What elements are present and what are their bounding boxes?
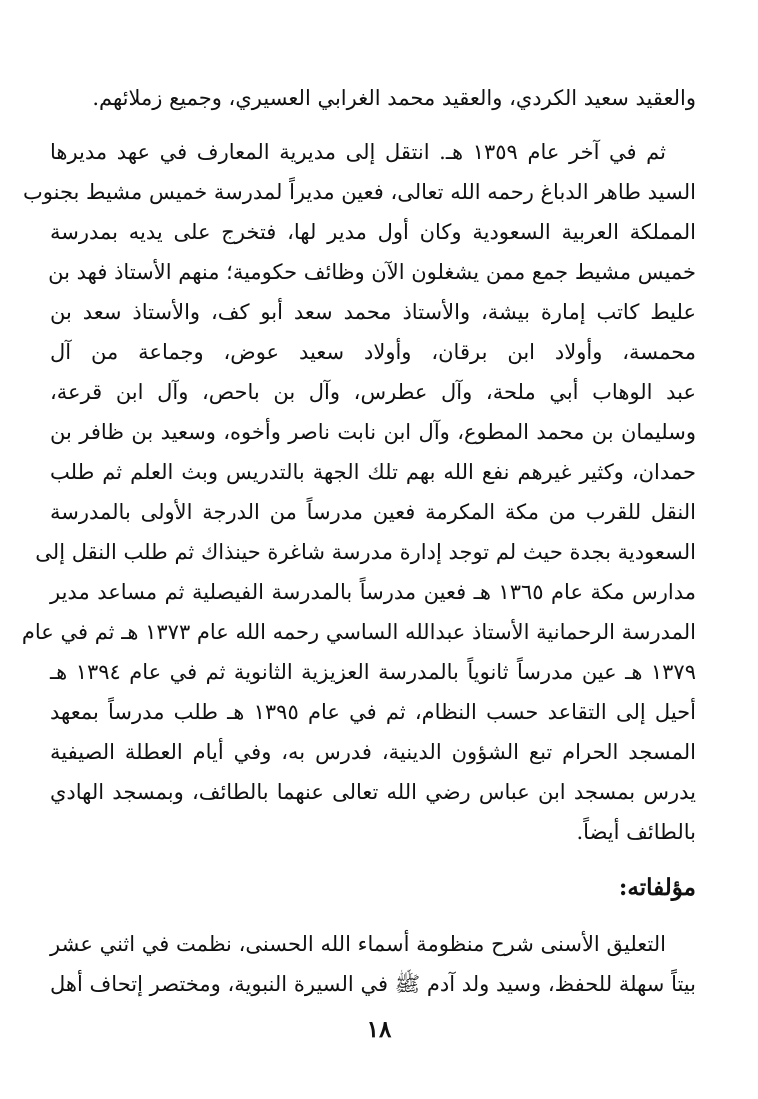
page-number: ١٨ [366,1016,392,1043]
text-line: أحيل إلى التقاعد حسب النظام، ثم في عام ١٣٩٥ هـ طلب مدرساً بمعهد [50,700,696,724]
text-line: وسليمان بن محمد المطوع، وآل ابن نابت ناصر وأخوه، وسعيد بن ظافر بن [50,420,696,444]
section-heading: مؤلفاته: [618,874,696,901]
text-line: السيد طاهر الدباغ رحمه الله تعالى، فعين مديراً لمدرسة خميس مشيط بجنوب [22,180,696,204]
text-line: محمسة، وأولاد ابن برقان، وأولاد سعيد عوض، وجماعة من آل [50,340,696,364]
text-line: السعودية بجدة حيث لم توجد إدارة مدرسة شاغرة حينذاك ثم طلب النقل إلى [35,540,696,564]
text-line: ١٣٧٩ هـ عين مدرساً ثانوياً بالمدرسة العزيزية الثانوية ثم في عام ١٣٩٤ هـ [50,660,696,684]
text-line: ثم في آخر عام ١٣٥٩ هـ. انتقل إلى مديرية المعارف في عهد مديرها [50,140,666,164]
text-line: النقل للقرب من مكة المكرمة فعين مدرساً من الدرجة الأولى بالمدرسة [50,500,696,524]
text-line: بالطائف أيضاً. [576,820,696,844]
text-line: حمدان، وكثير غيرهم نفع الله بهم تلك الجهة بالتدريس وبث العلم ثم طلب [50,460,696,484]
text-line: والعقيد سعيد الكردي، والعقيد محمد الغرابي العسيري، وجميع زملائهم. [92,86,696,110]
text-line: عبد الوهاب أبي ملحة، وآل عطرس، وآل بن باحص، وآل ابن قرعة، [50,380,696,404]
text-line: يدرس بمسجد ابن عباس رضي الله تعالى عنهما بالطائف، وبمسجد الهادي [50,780,696,804]
text-line: عليط كاتب إمارة بيشة، والأستاذ محمد سعد أبو كف، والأستاذ سعد بن [50,300,696,324]
text-line: المسجد الحرام تبع الشؤون الدينية، فدرس به، وفي أيام العطلة الصيفية [50,740,696,764]
text-line: التعليق الأسنى شرح منظومة أسماء الله الحسنى، نظمت في اثني عشر [50,932,666,956]
text-line: المملكة العربية السعودية وكان أول مدير لها، فتخرج على يديه بمدرسة [50,220,696,244]
text-line: مدارس مكة عام ١٣٦٥ هـ فعين مدرساً بالمدرسة الفيصلية ثم مساعد مدير [50,580,696,604]
text-line: بيتاً سهلة للحفظ، وسيد ولد آدم ﷺ في السيرة النبوية، ومختصر إتحاف أهل [50,972,696,996]
text-line: المدرسة الرحمانية الأستاذ عبدالله الساسي رحمه الله عام ١٣٧٣ هـ ثم في عام [21,620,696,644]
text-line: خميس مشيط جمع ممن يشغلون الآن وظائف حكومية؛ منهم الأستاذ فهد بن [48,260,696,284]
